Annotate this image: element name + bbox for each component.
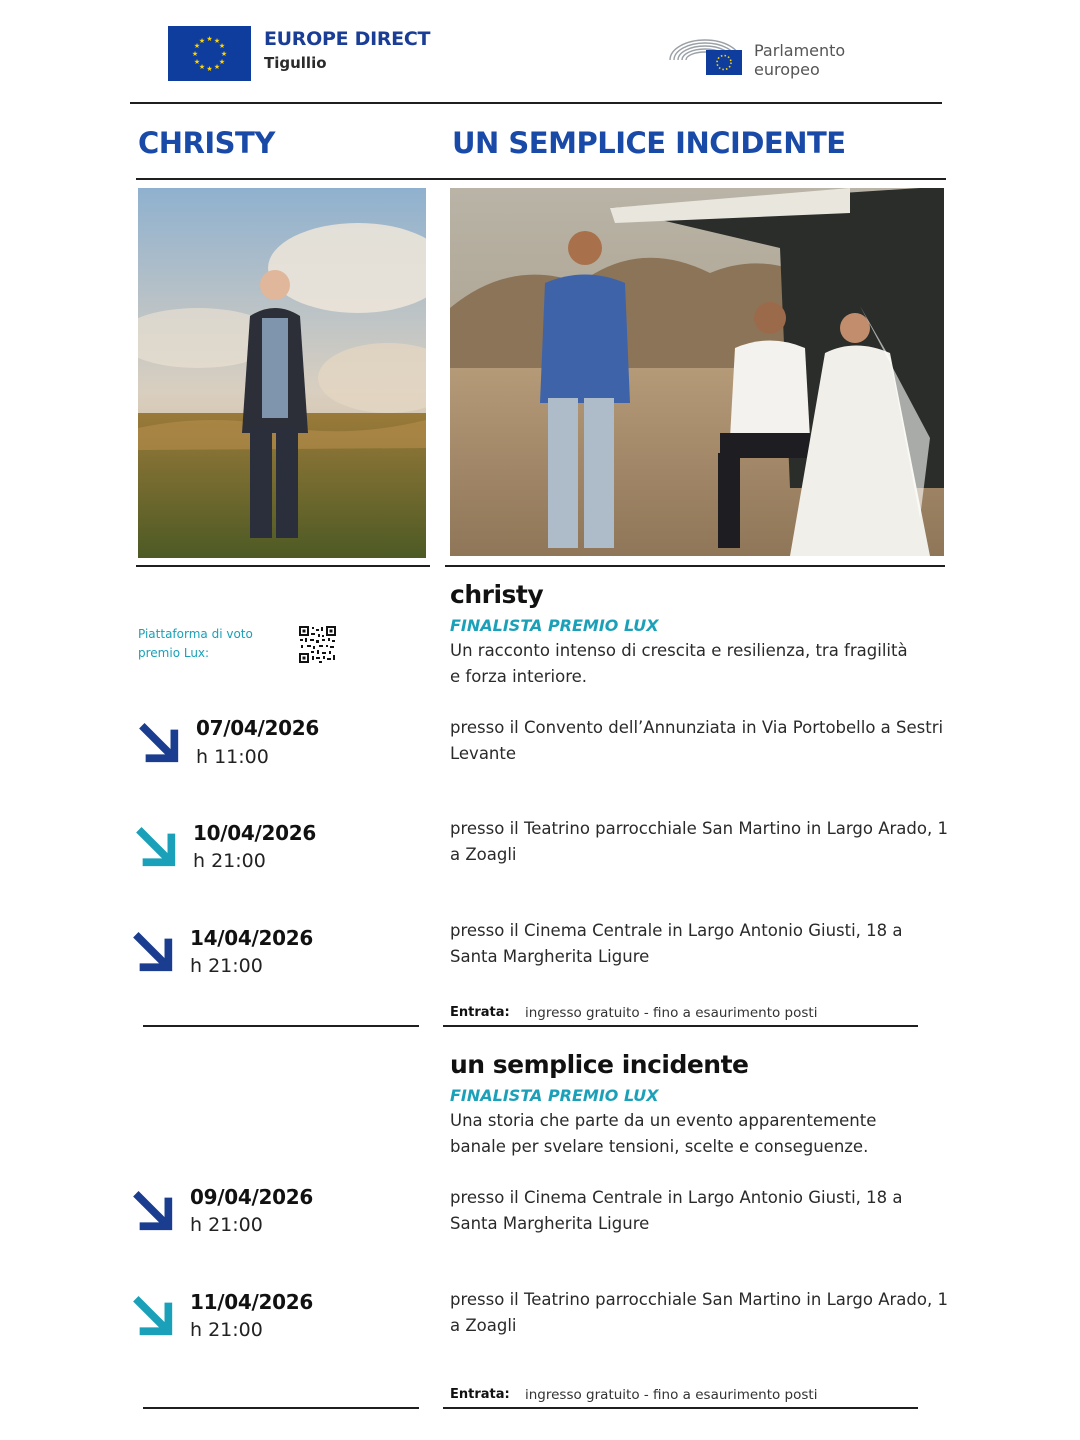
incidente-date-2: 11/04/2026 — [190, 1290, 313, 1314]
incidente-entry-text: ingresso gratuito - fino a esaurimento posti — [525, 1387, 818, 1403]
section-divider-left — [143, 1025, 419, 1027]
christy-entry-label: Entrata: — [450, 1005, 510, 1020]
christy-date-3: 14/04/2026 — [190, 926, 313, 950]
parlamento-label-line1: Parlamento — [754, 41, 846, 60]
christy-heading: christy — [450, 580, 544, 609]
incidente-date-1: 09/04/2026 — [190, 1185, 313, 1209]
arrow-down-right-icon — [132, 929, 178, 975]
christy-venue-3: presso il Cinema Centrale in Largo Antonio Giusti, 18 a Santa Margherita Ligure — [450, 921, 903, 966]
svg-text:★: ★ — [206, 35, 213, 43]
europe-direct-title: EUROPE DIRECT — [264, 28, 431, 50]
christy-date-2: 10/04/2026 — [193, 821, 316, 845]
svg-text:★: ★ — [218, 58, 226, 66]
qr-code-icon[interactable] — [299, 626, 336, 663]
titles-divider — [136, 178, 946, 180]
incidente-heading: un semplice incidente — [450, 1050, 749, 1079]
christy-date-1: 07/04/2026 — [196, 716, 319, 740]
svg-text:★: ★ — [213, 37, 221, 45]
arrow-down-right-icon — [138, 720, 184, 766]
christy-photo — [138, 188, 426, 558]
arrow-down-right-icon — [132, 1293, 178, 1339]
europe-direct-subtitle: Tigullio — [264, 54, 327, 72]
incidente-time-2: h 21:00 — [190, 1319, 263, 1341]
incidente-venue-2: presso il Teatrino parrocchiale San Martino in Largo Arado, 1 a Zoagli — [450, 1290, 948, 1335]
svg-text:★: ★ — [191, 50, 199, 58]
parlamento-label-line2: europeo — [754, 60, 820, 79]
christy-description: Un racconto intenso di crescita e resilienza, tra fragilità e forza interiore. — [450, 641, 908, 686]
christy-time-2: h 21:00 — [193, 850, 266, 872]
christy-entry-text: ingresso gratuito - fino a esaurimento posti — [525, 1005, 818, 1021]
christy-venue-2: presso il Teatrino parrocchiale San Martino in Largo Arado, 1 a Zoagli — [450, 819, 948, 864]
incidente-description: Una storia che parte da un evento apparentemente banale per svelare tensioni, scelte e conseguenze. — [450, 1111, 877, 1156]
left-photo-divider — [136, 565, 430, 567]
incidente-photo — [450, 188, 944, 556]
vote-platform-label — [138, 625, 288, 663]
svg-text:★: ★ — [213, 63, 221, 71]
incidente-venue-1: presso il Cinema Centrale in Largo Antonio Giusti, 18 a Santa Margherita Ligure — [450, 1188, 903, 1233]
section-divider-right — [443, 1025, 918, 1027]
arrow-down-right-icon — [135, 824, 181, 870]
arrow-down-right-icon — [132, 1188, 178, 1234]
header-divider — [130, 102, 942, 104]
vote-label-line1: Piattaforma di voto — [138, 627, 253, 641]
svg-text:★: ★ — [220, 50, 228, 58]
eu-flag-icon — [168, 26, 251, 81]
christy-time-1: h 11:00 — [196, 746, 269, 768]
svg-text:★: ★ — [206, 65, 213, 73]
svg-text:★: ★ — [198, 63, 206, 71]
right-photo-divider — [445, 565, 945, 567]
footer-divider-left — [143, 1407, 419, 1409]
svg-text:★: ★ — [193, 42, 201, 50]
incidente-time-1: h 21:00 — [190, 1214, 263, 1236]
christy-venue-1: presso il Convento dell’Annunziata in Via Portobello a Sestri Levante — [450, 718, 944, 763]
christy-finalist-label: FINALISTA PREMIO LUX — [450, 616, 659, 635]
film-title-christy: CHRISTY — [138, 126, 275, 160]
svg-text:★: ★ — [218, 42, 226, 50]
svg-text:★: ★ — [198, 37, 206, 45]
incidente-entry-label: Entrata: — [450, 1387, 510, 1402]
incidente-finalist-label: FINALISTA PREMIO LUX — [450, 1086, 659, 1105]
film-title-incidente: UN SEMPLICE INCIDENTE — [452, 126, 846, 160]
vote-label-line2: premio Lux: — [138, 646, 210, 660]
footer-divider-right — [443, 1407, 918, 1409]
svg-text:★: ★ — [193, 58, 201, 66]
christy-time-3: h 21:00 — [190, 955, 263, 977]
parliament-hemicycle-icon — [664, 30, 746, 78]
